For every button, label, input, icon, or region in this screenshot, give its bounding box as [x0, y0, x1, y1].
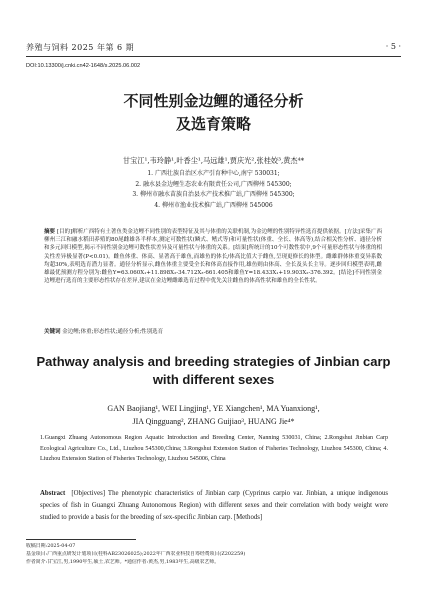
footnote-received-date: 收稿日期:2025-04-07 [26, 543, 76, 549]
authors-cn: 甘宝江¹,韦玲静¹,叶香尘¹,马远雄¹,贾庆光²,张桂姣³,黄杰⁴* [122, 156, 305, 165]
abstract-cn-text: [目的]解析广西特有土著鱼类金边鲤不同性别的表型特征及其与体重的关联机制,为金边鲤的性别特异性选育提供依据。[方法]采集广西柳州三江和融水稻田养殖的80尾雌雄各半样本,测定可数性状(鳞式、鳍式等)和可量性状(体重、全长、体高等),结合相关性分析、通径分析和多元回归模型,揭示不同性别金边鲤可数性状差异及可量性状与体重的关系。[结果]所统计的10个可数性状中,9个可量形态性状与体重的相关性差异极显著(P<0.01)。雌鱼体重、体高、显著高于雄鱼,而雄鱼的体长/体高比值大于雌鱼,呈现更修长的体型。雌雄群体体重变异系数均超30%,表明选育潜力显著。通径分析显示,雌鱼体重主要受全长和体高直接作用,雄鱼则由体高、全长及头长主导。逐步回归模型表明,雌雄最优预测方程分别为:雌鱼Y=63.060X₁+11.898X₂-34.712X₃-661.405和雄鱼Y=18.433X₁+19.903X₂-376.392。[结论]不同性别金边鲤进行选育的主要形态性状存在差异,建议在金边鲤雌雄选育过程中优先关注雌鱼的体高性状和雄鱼的全长性状。 [44, 229, 382, 285]
doi: DOI:10.13300/j.cnki.cn42-1648/s.2025.06.002 [26, 63, 141, 69]
keywords-cn-label: 关键词 [44, 329, 61, 335]
authors-en-line-2: JIA Qingguang², ZHANG Guijiao³, HUANG Jie⁴* [132, 417, 295, 426]
footnote-rule [26, 539, 136, 540]
affiliation-cn: 1. 广西壮族自治区水产引育种中心,南宁 530031; [147, 170, 280, 177]
title-en-line-2: with different sexes [152, 372, 275, 387]
page-number: · 5 · [385, 42, 401, 51]
footnote-author-info: 作者简介:甘宝江,男,1990年生,硕士,农艺师。*通信作者:黄杰,男,1983年生,高级农艺师。 [26, 559, 220, 565]
authors-en-line-1: GAN Baojiang¹, WEI Lingjing¹, YE Xiangchen¹, MA Yuanxiong¹, [107, 404, 320, 413]
abstract-cn [44, 228, 382, 285]
title-cn-line-2: 及选育策略 [175, 115, 251, 133]
abstract-en [40, 488, 388, 523]
title-en-line-1: Pathway analysis and breeding strategies of Jinbian carp [36, 354, 391, 369]
footnote-funding: 基金项目:广西重点研发计划项目(桂科AB23026025);2022年广西农业科技自筹经费项目(Z202259) [26, 551, 246, 557]
running-header [26, 42, 401, 56]
abstract-en-text: [Objectives] The phenotypic characteristics of Jinbian carp (Cyprinus carpio var. Jinbian, a unique indigenous species of fish in Guangxi Zhuang Autonomous Region) with different sexes and their correlation with body weight were studied to provide a basis for the breeding of sex-specific Jinbian carp. [Methods] [40, 490, 388, 521]
keywords-cn-text: 金边鲤;体重;形态性状;通径分析;性别选育 [62, 329, 164, 335]
affiliations-en: 1.Guangxi Zhuang Autonomous Region Aquatic Introduction and Breeding Center, Nanning 530031, China; 2.Rongshui Jinbian Carp Ecological Agriculture Co., Ltd., Liuzhou 545300,China; 3.Rongshui Extension Station of Fisheries Technology, Liuzhou 545300, China; 4. Liuzhou Extension Station of Fisheries Technology, Liuzhou 545006, China [40, 435, 388, 462]
affiliation-cn: 2. 融水县金边鲤生态农业有限责任公司,广西柳州 545300; [135, 180, 292, 188]
abstract-cn-label: 摘要 [44, 229, 56, 235]
affiliation-cn: 3. 柳州市融水苗族自治县水产技术推广站,广西柳州 545300; [132, 191, 295, 198]
header-rule [26, 56, 401, 57]
abstract-en-label: Abstract [40, 490, 66, 497]
affiliation-cn: 4. 柳州市渔业技术推广站,广西柳州 545006 [154, 201, 273, 209]
title-cn-line-1: 不同性别金边鲤的通径分析 [123, 92, 304, 110]
keywords-cn [44, 327, 163, 335]
journal-name: 养殖与饲料 2025 年第 6 期 [26, 43, 135, 52]
